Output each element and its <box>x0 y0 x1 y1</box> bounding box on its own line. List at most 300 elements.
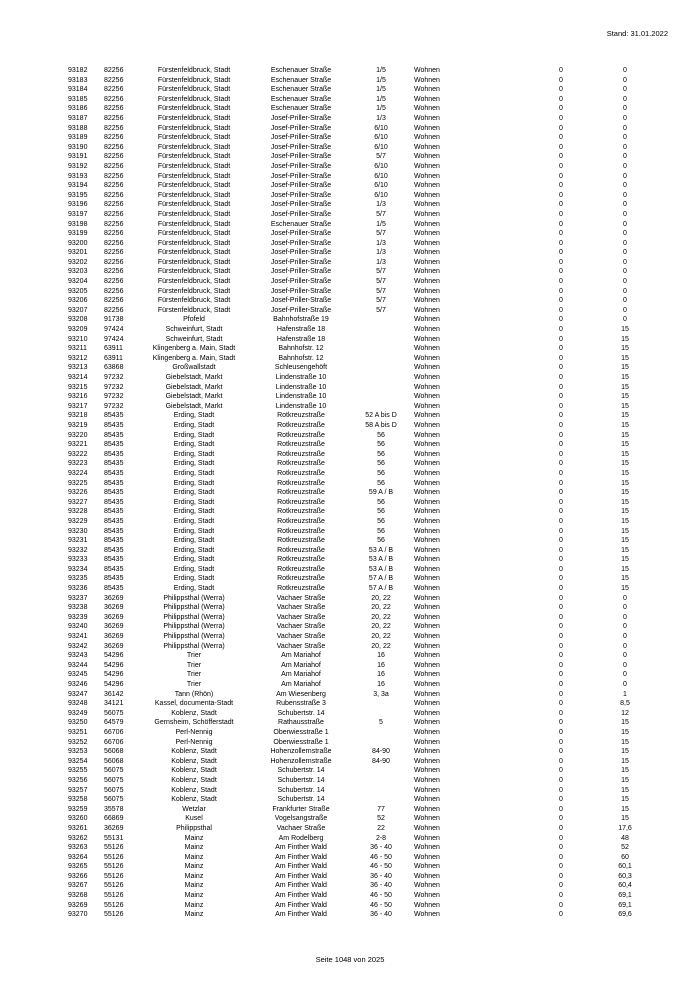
house-number-cell: 53 A / B <box>368 556 394 564</box>
postal-code-cell: 82256 <box>104 201 124 209</box>
street-cell: Am Mariahof <box>281 681 321 688</box>
postal-code-cell: 55126 <box>104 872 124 880</box>
table-row <box>64 795 656 805</box>
house-number-cell <box>354 795 408 805</box>
postal-code-cell: 82256 <box>104 114 124 122</box>
usage-type-cell: Wohnen <box>414 565 440 573</box>
usage-type-cell: Wohnen <box>414 421 440 429</box>
row-id-cell: 93197 <box>68 210 88 218</box>
house-number-cell <box>354 699 408 709</box>
value-b-cell: 15 <box>621 345 629 353</box>
row-id-cell: 93217 <box>68 402 88 410</box>
table-row <box>64 469 656 479</box>
row-id-cell: 93234 <box>68 565 88 573</box>
street-cell: Rotkreuzstraße <box>277 575 325 583</box>
city-cell: Erding, Stadt <box>173 575 215 583</box>
street-cell: Josef-Priller-Straße <box>270 114 332 122</box>
usage-type-cell: Wohnen <box>414 67 440 74</box>
city-cell: Erding, Stadt <box>173 546 215 554</box>
value-a-cell: 0 <box>559 719 563 727</box>
row-id-cell: 93206 <box>68 297 88 305</box>
row-id-cell: 93184 <box>68 86 88 94</box>
data-table <box>64 66 656 920</box>
usage-type-cell: Wohnen <box>414 767 440 775</box>
postal-code-cell: 85435 <box>104 585 124 593</box>
house-number-cell: 59 A / B <box>368 489 394 497</box>
usage-type-cell: Wohnen <box>414 844 440 852</box>
city-cell: Trier <box>186 661 202 669</box>
street-cell: Schubertstr. 14 <box>277 776 325 784</box>
house-number-cell: 6/10 <box>374 124 388 132</box>
usage-type-cell: Wohnen <box>414 661 440 669</box>
usage-type-cell: Wohnen <box>414 143 440 151</box>
usage-type-cell: Wohnen <box>414 210 440 218</box>
house-number-cell: 1/3 <box>376 239 386 247</box>
usage-type-cell: Wohnen <box>414 316 440 324</box>
usage-type-cell: Wohnen <box>414 364 440 372</box>
house-number-cell: 5/7 <box>376 287 386 295</box>
postal-code-cell: 85435 <box>104 479 124 487</box>
postal-code-cell: 36269 <box>104 633 124 641</box>
street-cell: Eschenauer Straße <box>270 95 332 103</box>
value-b-cell: 12 <box>621 709 629 717</box>
value-a-cell: 0 <box>559 393 563 401</box>
value-a-cell: 0 <box>559 143 563 151</box>
house-number-cell: 36 - 40 <box>370 872 392 880</box>
row-id-cell: 93255 <box>68 767 88 775</box>
value-a-cell: 0 <box>559 805 563 813</box>
postal-code-cell: 85435 <box>104 546 124 554</box>
value-b-cell: 15 <box>621 335 629 343</box>
street-cell: Am Finther Wald <box>275 844 327 852</box>
row-id-cell: 93205 <box>68 287 88 295</box>
city-cell: Großwallstadt <box>172 364 216 372</box>
usage-type-cell: Wohnen <box>414 431 440 439</box>
value-b-cell: 15 <box>621 412 629 420</box>
value-a-cell: 0 <box>559 757 563 765</box>
house-number-cell: 20, 22 <box>371 613 391 621</box>
postal-code-cell: 85435 <box>104 431 124 439</box>
city-cell: Philippsthal (Werra) <box>163 604 225 612</box>
usage-type-cell: Wohnen <box>414 517 440 525</box>
house-number-cell: 53 A / B <box>368 565 394 573</box>
table-row <box>64 862 656 872</box>
usage-type-cell: Wohnen <box>414 613 440 621</box>
city-cell: Erding, Stadt <box>173 489 215 497</box>
usage-type-cell: Wohnen <box>414 853 440 861</box>
value-a-cell: 0 <box>559 162 563 170</box>
city-cell: Erding, Stadt <box>173 517 215 525</box>
street-cell: Vachaer Straße <box>276 633 326 641</box>
city-cell: Fürstenfeldbruck, Stadt <box>157 143 231 151</box>
usage-type-cell: Wohnen <box>414 690 440 698</box>
row-id-cell: 93187 <box>68 114 88 122</box>
street-cell: Josef-Priller-Straße <box>270 182 332 190</box>
table-row <box>64 143 656 153</box>
value-a-cell: 0 <box>559 824 563 832</box>
street-cell: Rotkreuzstraße <box>277 412 325 420</box>
city-cell: Koblenz, Stadt <box>171 748 217 756</box>
city-cell: Mainz <box>184 901 204 909</box>
usage-type-cell: Wohnen <box>414 604 440 612</box>
value-b-cell: 0 <box>623 220 627 228</box>
usage-type-cell: Wohnen <box>414 354 440 362</box>
value-a-cell: 0 <box>559 892 563 900</box>
value-a-cell: 0 <box>559 316 563 324</box>
house-number-cell: 56 <box>377 517 385 525</box>
usage-type-cell: Wohnen <box>414 239 440 247</box>
table-row <box>64 488 656 498</box>
house-number-cell: 5/7 <box>376 268 386 276</box>
value-a-cell: 0 <box>559 479 563 487</box>
table-row <box>64 402 656 412</box>
city-cell: Fürstenfeldbruck, Stadt <box>157 201 231 209</box>
row-id-cell: 93219 <box>68 421 88 429</box>
usage-type-cell: Wohnen <box>414 728 440 736</box>
street-cell: Eschenauer Straße <box>270 220 332 228</box>
street-cell: Hafenstraße 18 <box>276 326 326 334</box>
street-cell: Rotkreuzstraße <box>277 441 325 449</box>
house-number-cell: 2-8 <box>375 834 387 842</box>
postal-code-cell: 54296 <box>104 661 124 669</box>
postal-code-cell: 82256 <box>104 162 124 170</box>
usage-type-cell: Wohnen <box>414 134 440 142</box>
usage-type-cell: Wohnen <box>414 546 440 554</box>
table-row <box>64 450 656 460</box>
row-id-cell: 93211 <box>68 345 87 353</box>
city-cell: Mainz <box>184 863 204 871</box>
row-id-cell: 93192 <box>68 162 88 170</box>
value-b-cell: 15 <box>621 421 629 429</box>
value-b-cell: 0 <box>623 134 627 142</box>
street-cell: Rotkreuzstraße <box>277 469 325 477</box>
value-a-cell: 0 <box>559 700 563 708</box>
postal-code-cell: 56075 <box>104 776 124 784</box>
table-row <box>64 853 656 863</box>
value-b-cell: 69,1 <box>618 892 632 900</box>
row-id-cell: 93267 <box>68 882 88 890</box>
row-id-cell: 93223 <box>68 460 88 468</box>
row-id-cell: 93260 <box>68 815 88 823</box>
postal-code-cell: 82256 <box>104 239 124 247</box>
value-a-cell: 0 <box>559 469 563 477</box>
table-row <box>64 479 656 489</box>
postal-code-cell: 63911 <box>104 354 123 362</box>
street-cell: Am Finther Wald <box>275 911 327 919</box>
street-cell: Bahnhofstraße 19 <box>273 316 329 324</box>
value-b-cell: 15 <box>621 757 629 765</box>
house-number-cell: 77 <box>377 805 385 813</box>
usage-type-cell: Wohnen <box>414 460 440 468</box>
value-a-cell: 0 <box>559 95 563 103</box>
city-cell: Trier <box>186 652 202 660</box>
city-cell: Fürstenfeldbruck, Stadt <box>157 220 231 228</box>
city-cell: Koblenz, Stadt <box>171 796 217 804</box>
value-b-cell: 0 <box>623 230 627 238</box>
value-b-cell: 0 <box>623 613 627 621</box>
row-id-cell: 93244 <box>68 661 88 669</box>
value-b-cell: 0 <box>623 268 627 276</box>
value-a-cell: 0 <box>559 297 563 305</box>
table-row <box>64 354 656 364</box>
value-a-cell: 0 <box>559 844 563 852</box>
city-cell: Giebelstadt, Markt <box>165 402 223 410</box>
value-b-cell: 0 <box>623 258 627 266</box>
street-cell: Oberwiesstraße 1 <box>273 728 329 736</box>
table-row <box>64 613 656 623</box>
usage-type-cell: Wohnen <box>414 642 440 650</box>
table-row <box>64 670 656 680</box>
value-b-cell: 15 <box>621 796 629 804</box>
house-number-cell: 20, 22 <box>371 604 391 612</box>
table-row <box>64 814 656 824</box>
value-a-cell: 0 <box>559 287 563 295</box>
postal-code-cell: 85435 <box>104 460 124 468</box>
value-a-cell: 0 <box>559 412 563 420</box>
city-cell: Erding, Stadt <box>173 469 215 477</box>
city-cell: Giebelstadt, Markt <box>165 383 223 391</box>
usage-type-cell: Wohnen <box>414 172 440 180</box>
table-row <box>64 239 656 249</box>
usage-type-cell: Wohnen <box>414 585 440 593</box>
row-id-cell: 93241 <box>68 633 88 641</box>
row-id-cell: 93191 <box>68 153 88 161</box>
house-number-cell: 20, 22 <box>371 642 391 650</box>
value-b-cell: 15 <box>621 460 629 468</box>
postal-code-cell: 85435 <box>104 556 124 564</box>
house-number-cell: 57 A / B <box>368 585 394 593</box>
usage-type-cell: Wohnen <box>414 191 440 199</box>
value-b-cell: 0 <box>623 681 627 688</box>
street-cell: Am Finther Wald <box>275 892 327 900</box>
table-row <box>64 95 656 105</box>
house-number-cell: 57 A / B <box>368 575 394 583</box>
postal-code-cell: 85435 <box>104 441 124 449</box>
row-id-cell: 93224 <box>68 469 88 477</box>
city-cell: Fürstenfeldbruck, Stadt <box>157 162 231 170</box>
table-row <box>64 392 656 402</box>
usage-type-cell: Wohnen <box>414 383 440 391</box>
street-cell: Josef-Priller-Straße <box>270 297 332 305</box>
value-a-cell: 0 <box>559 613 563 621</box>
usage-type-cell: Wohnen <box>414 863 440 871</box>
city-cell: Erding, Stadt <box>173 565 215 573</box>
value-b-cell: 15 <box>621 374 629 381</box>
value-b-cell: 0 <box>623 287 627 295</box>
table-row <box>64 248 656 258</box>
value-a-cell: 0 <box>559 661 563 669</box>
postal-code-cell: 85435 <box>104 498 124 506</box>
city-cell: Fürstenfeldbruck, Stadt <box>157 287 231 295</box>
row-id-cell: 93265 <box>68 863 88 871</box>
postal-code-cell: 66869 <box>104 815 124 823</box>
city-cell: Fürstenfeldbruck, Stadt <box>157 239 231 247</box>
postal-code-cell: 55126 <box>104 844 124 852</box>
row-id-cell: 93188 <box>68 124 88 132</box>
usage-type-cell: Wohnen <box>414 882 440 890</box>
street-cell: Rotkreuzstraße <box>277 460 325 468</box>
row-id-cell: 93233 <box>68 556 88 564</box>
postal-code-cell: 82256 <box>104 153 124 161</box>
row-id-cell: 93199 <box>68 230 88 238</box>
value-b-cell: 0 <box>623 633 627 641</box>
value-b-cell: 15 <box>621 537 629 545</box>
house-number-cell <box>354 335 408 345</box>
usage-type-cell: Wohnen <box>414 824 440 832</box>
table-row <box>64 229 656 239</box>
value-a-cell: 0 <box>559 796 563 804</box>
value-a-cell: 0 <box>559 575 563 583</box>
city-cell: Mainz <box>184 872 204 880</box>
value-b-cell: 52 <box>621 844 629 852</box>
table-row <box>64 594 656 604</box>
postal-code-cell: 36269 <box>104 824 124 832</box>
table-row <box>64 661 656 671</box>
usage-type-cell: Wohnen <box>414 537 440 545</box>
postal-code-cell: 56075 <box>104 709 124 717</box>
value-b-cell: 0 <box>623 95 627 103</box>
city-cell: Erding, Stadt <box>173 460 215 468</box>
postal-code-cell: 82256 <box>104 172 124 180</box>
street-cell: Lindenstraße 10 <box>275 393 327 401</box>
house-number-cell: 5/7 <box>376 210 386 218</box>
table-row <box>64 603 656 613</box>
value-b-cell: 60,3 <box>618 872 632 880</box>
value-b-cell: 15 <box>621 585 629 593</box>
row-id-cell: 93196 <box>68 201 88 209</box>
row-id-cell: 93227 <box>68 498 88 506</box>
value-b-cell: 0 <box>623 671 627 679</box>
value-a-cell: 0 <box>559 671 563 679</box>
postal-code-cell: 82256 <box>104 258 124 266</box>
house-number-cell: 5/7 <box>376 230 386 238</box>
value-a-cell: 0 <box>559 431 563 439</box>
house-number-cell <box>354 325 408 335</box>
city-cell: Erding, Stadt <box>173 508 215 516</box>
house-number-cell: 56 <box>377 537 385 545</box>
house-number-cell <box>354 402 408 412</box>
value-a-cell: 0 <box>559 258 563 266</box>
postal-code-cell: 85435 <box>104 508 124 516</box>
house-number-cell: 6/10 <box>374 191 388 199</box>
table-row <box>64 124 656 134</box>
usage-type-cell: Wohnen <box>414 220 440 228</box>
value-b-cell: 15 <box>621 479 629 487</box>
postal-code-cell: 82256 <box>104 287 124 295</box>
usage-type-cell: Wohnen <box>414 508 440 516</box>
street-cell: Hohenzollernstraße <box>270 748 332 756</box>
usage-type-cell: Wohnen <box>414 757 440 765</box>
value-b-cell: 15 <box>621 767 629 775</box>
house-number-cell: 16 <box>377 681 385 688</box>
value-b-cell: 0 <box>623 661 627 669</box>
value-b-cell: 15 <box>621 441 629 449</box>
value-a-cell: 0 <box>559 220 563 228</box>
house-number-cell: 46 - 50 <box>370 892 392 900</box>
city-cell: Fürstenfeldbruck, Stadt <box>157 153 231 161</box>
table-row <box>64 152 656 162</box>
table-row <box>64 133 656 143</box>
city-cell: Koblenz, Stadt <box>171 786 217 794</box>
value-a-cell: 0 <box>559 853 563 861</box>
usage-type-cell: Wohnen <box>414 805 440 813</box>
street-cell: Schubertstr. 14 <box>277 767 325 775</box>
street-cell: Rotkreuzstraße <box>277 556 325 564</box>
table-row <box>64 200 656 210</box>
city-cell: Philippsthal (Werra) <box>163 642 225 650</box>
table-row <box>64 335 656 345</box>
value-b-cell: 15 <box>621 402 629 410</box>
street-cell: Rotkreuzstraße <box>277 537 325 545</box>
value-b-cell: 60,1 <box>618 863 632 871</box>
usage-type-cell: Wohnen <box>414 892 440 900</box>
table-row <box>64 411 656 421</box>
house-number-cell <box>354 776 408 786</box>
street-cell: Rotkreuzstraße <box>277 489 325 497</box>
value-b-cell: 0 <box>623 153 627 161</box>
house-number-cell <box>354 709 408 719</box>
street-cell: Am Wiesenberg <box>276 690 326 698</box>
row-id-cell: 93222 <box>68 450 88 458</box>
value-a-cell: 0 <box>559 230 563 238</box>
street-cell: Rotkreuzstraße <box>277 431 325 439</box>
value-a-cell: 0 <box>559 345 563 353</box>
value-b-cell: 0 <box>623 278 627 286</box>
value-b-cell: 15 <box>621 517 629 525</box>
street-cell: Frankfurter Straße <box>272 805 330 813</box>
street-cell: Josef-Priller-Straße <box>270 210 332 218</box>
row-id-cell: 93212 <box>68 354 88 362</box>
row-id-cell: 93247 <box>68 690 88 698</box>
usage-type-cell: Wohnen <box>414 450 440 458</box>
house-number-cell: 6/10 <box>374 182 388 190</box>
postal-code-cell: 97232 <box>104 383 124 391</box>
house-number-cell: 6/10 <box>374 143 388 151</box>
row-id-cell: 93243 <box>68 652 88 660</box>
row-id-cell: 93218 <box>68 412 88 420</box>
row-id-cell: 93203 <box>68 268 88 276</box>
usage-type-cell: Wohnen <box>414 76 440 84</box>
table-row <box>64 536 656 546</box>
value-b-cell: 0 <box>623 239 627 247</box>
city-cell: Fürstenfeldbruck, Stadt <box>157 249 231 257</box>
table-row <box>64 498 656 508</box>
table-row <box>64 718 656 728</box>
postal-code-cell: 82256 <box>104 67 124 74</box>
postal-code-cell: 54296 <box>104 652 124 660</box>
usage-type-cell: Wohnen <box>414 258 440 266</box>
house-number-cell: 1/5 <box>376 220 386 228</box>
city-cell: Fürstenfeldbruck, Stadt <box>157 268 231 276</box>
street-cell: Josef-Priller-Straße <box>270 287 332 295</box>
postal-code-cell: 56075 <box>104 767 124 775</box>
city-cell: Fürstenfeldbruck, Stadt <box>157 172 231 180</box>
row-id-cell: 93268 <box>68 892 88 900</box>
postal-code-cell: 85435 <box>104 565 124 573</box>
postal-code-cell: 82256 <box>104 268 124 276</box>
value-a-cell: 0 <box>559 776 563 784</box>
value-b-cell: 15 <box>621 575 629 583</box>
value-a-cell: 0 <box>559 489 563 497</box>
table-row <box>64 296 656 306</box>
row-id-cell: 93251 <box>68 728 88 736</box>
table-row <box>64 507 656 517</box>
street-cell: Am Finther Wald <box>275 863 327 871</box>
street-cell: Bahnhofstr. 12 <box>278 354 324 362</box>
house-number-cell <box>354 728 408 738</box>
value-a-cell: 0 <box>559 604 563 612</box>
city-cell: Erding, Stadt <box>173 556 215 564</box>
